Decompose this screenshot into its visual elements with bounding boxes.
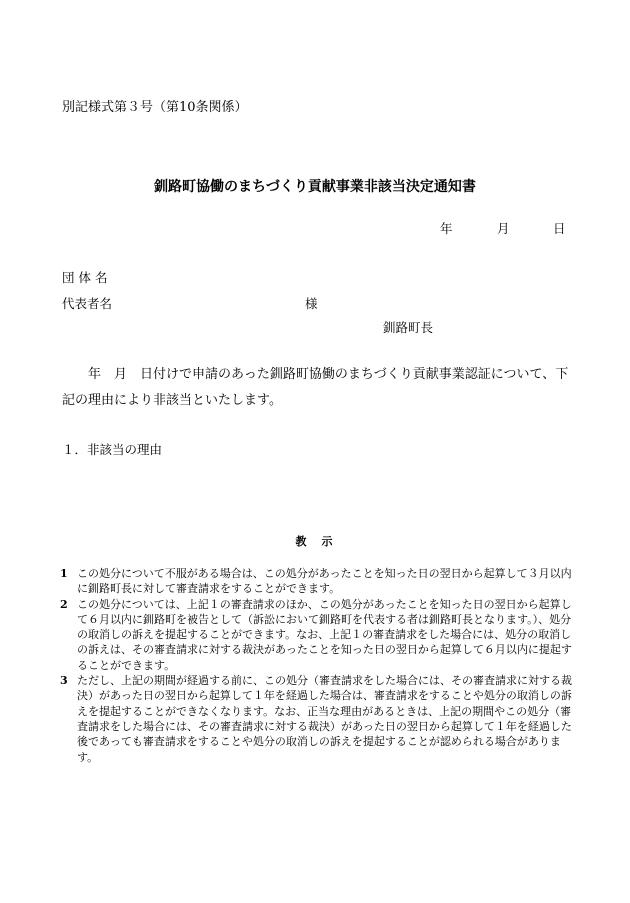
instruction-text: この処分については、上記１の審査請求のほか、この処分があったことを知った日の翌日から起算して６月以内に釧路町を被告として（訴訟において釧路町を代表する者は釧路町長となります。）、処分の取消しの訴えを提起することができます。なお、上記１の審査請求をした場合には、処分の取消しの訴えは、その審査請求に対する裁決があったことを知った日の翌日から起算して６月以内に提起することができます。 xyxy=(77,597,572,672)
document-title: 釧路町協働のまちづくり貢献事業非該当決定通知書 xyxy=(154,179,476,195)
date-year-label: 年 xyxy=(440,221,453,236)
instruction-item xyxy=(60,673,572,765)
instructions-list xyxy=(60,566,572,765)
instructions-title: 教 示 xyxy=(295,535,335,548)
instruction-number: 2 xyxy=(60,597,68,611)
representative-name-label: 代表者名 xyxy=(62,296,113,311)
form-number: 別記様式第３号（第10条関係） xyxy=(62,100,248,115)
instruction-item xyxy=(60,597,572,673)
date-month-label: 月 xyxy=(497,221,510,236)
instruction-number: 1 xyxy=(60,567,68,580)
date-day-label: 日 xyxy=(553,221,566,236)
section-heading: １．非該当の理由 xyxy=(62,442,163,457)
recipient-honorific: 様 xyxy=(305,296,318,311)
organization-name-label: 団 体 名 xyxy=(62,270,108,285)
body-paragraph: 年 月 日付けで申請のあった釧路町協働のまちづくり貢献事業認証について、下記の理由により非該当といたします。 xyxy=(62,367,569,408)
sender-title: 釧路町長 xyxy=(383,320,434,335)
instruction-number: 3 xyxy=(60,674,68,688)
instruction-item xyxy=(60,566,572,597)
instruction-text: ただし、上記の期間が経過する前に、この処分（審査請求をした場合には、その審査請求に対する裁決）があった日の翌日から起算して１年を経過した場合は、審査請求をすることや処分の取消しの訴えを提起することができなくなります。なお、正当な理由があるときは、上記の期間やこの処分（審査請求をした場合には、その審査請求に対する裁決）があった日の翌日から起算して１年を経過した後であっても審査請求をすることや処分の取消しの訴えを提起することが認められる場合があります。 xyxy=(77,674,572,764)
instruction-text: この処分について不服がある場合は、この処分があったことを知った日の翌日から起算して３月以内に釧路町長に対して審査請求をすることができます。 xyxy=(77,567,572,596)
